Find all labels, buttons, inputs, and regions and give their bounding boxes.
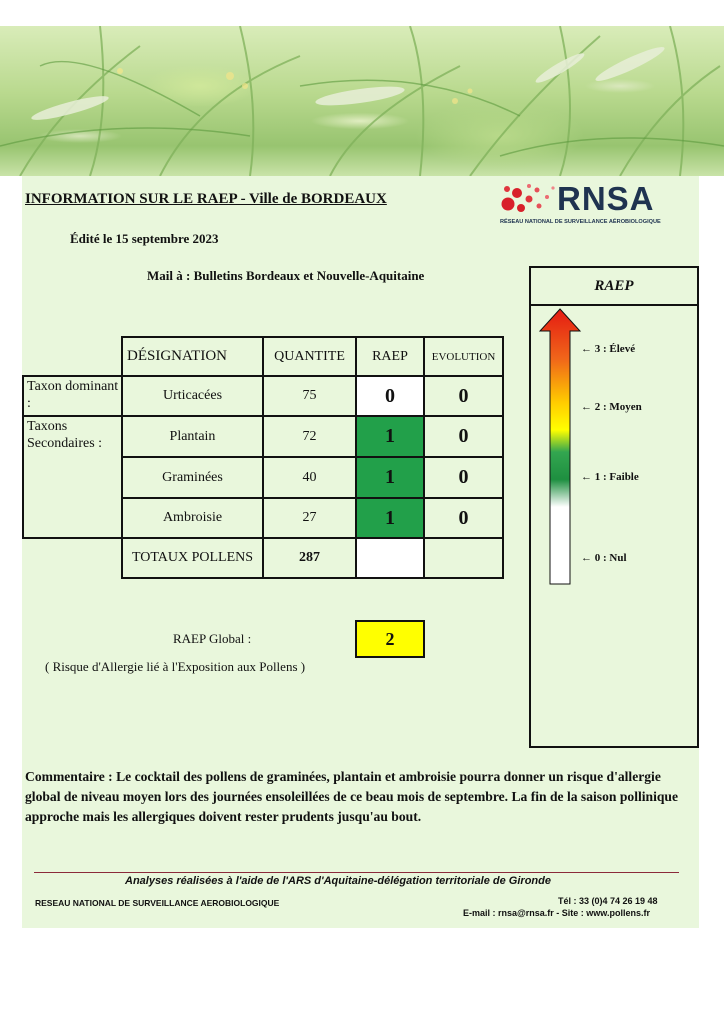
totals-value: 287 [262, 537, 357, 579]
table-row-designation: Graminées [121, 456, 264, 499]
table-row-quantite: 27 [262, 497, 357, 539]
table-row-quantite: 72 [262, 415, 357, 458]
page-title: INFORMATION SUR LE RAEP - Ville de BORDEAUX [25, 191, 387, 207]
header-raep: RAEP [355, 336, 425, 377]
pollen-dots-icon [499, 182, 559, 216]
logo-subtitle: RÉSEAU NATIONAL DE SURVEILLANCE AÉROBIOLOGIQUE [500, 219, 661, 225]
legend-level-3: ← 3 : Élevé [581, 343, 636, 355]
raep-global-note: ( Risque d'Allergie lié à l'Exposition aux Pollens ) [45, 659, 306, 674]
mail-line: Mail à : Bulletins Bordeaux et Nouvelle-Aquitaine [147, 268, 425, 283]
header-designation: DÉSIGNATION [121, 336, 264, 377]
table-row-evolution: 0 [423, 456, 504, 499]
group-label-secondary: Taxons Secondaires : [22, 415, 123, 539]
edition-date: Édité le 15 septembre 2023 [70, 231, 219, 246]
group-label-dominant: Taxon dominant : [22, 375, 123, 417]
logo-wordmark: RNSA [557, 180, 655, 217]
raep-legend [529, 266, 699, 748]
totals-label: TOTAUX POLLENS [121, 537, 264, 579]
legend-level-1: ← 1 : Faible [581, 471, 639, 483]
footer-divider [34, 872, 679, 873]
comment-text: Commentaire : Le cocktail des pollens de graminées, plantain et ambroisie pourra donner un risque d'allergie global de niveau moyen lors des journées ensoleillées de ce beau mois de septembre. La fin de la saison pollinique approche mais les allergiques doivent rester prudents jusqu'au bout. [25, 769, 679, 824]
header-evolution: EVOLUTION [423, 336, 504, 377]
table-row-evolution: 0 [423, 415, 504, 458]
grass-banner-image [0, 26, 724, 176]
table-row-designation: Plantain [121, 415, 264, 458]
table-row-designation: Urticacées [121, 375, 264, 417]
legend-level-2: ← 2 : Moyen [581, 401, 642, 413]
table-row-raep: 1 [355, 415, 425, 458]
footer-tel: Tél : 33 (0)4 74 26 19 48 [558, 896, 658, 906]
table-row-raep: 1 [355, 456, 425, 499]
table-row-raep: 0 [355, 375, 425, 417]
header-quantite: QUANTITE [262, 336, 357, 377]
table-row-designation: Ambroisie [121, 497, 264, 539]
legend-level-0: ← 0 : Nul [581, 552, 627, 564]
risk-scale-arrow-icon [535, 306, 585, 586]
totals-raep-empty [355, 537, 425, 579]
footer-analyses: Analyses réalisées à l'aide de l'ARS d'Aquitaine-délégation territoriale de Gironde [125, 875, 551, 887]
raep-global-label: RAEP Global : [173, 631, 252, 646]
table-row-quantite: 40 [262, 456, 357, 499]
table-row-evolution: 0 [423, 497, 504, 539]
totals-evolution-empty [423, 537, 504, 579]
table-row-evolution: 0 [423, 375, 504, 417]
footer-network: RESEAU NATIONAL DE SURVEILLANCE AEROBIOLOGIQUE [35, 898, 280, 908]
raep-global-value: 2 [355, 620, 425, 658]
footer-contact: E-mail : rnsa@rnsa.fr - Site : www.pollens.fr [463, 908, 650, 918]
table-row-quantite: 75 [262, 375, 357, 417]
legend-title: RAEP [531, 268, 697, 306]
rnsa-logo [499, 182, 691, 228]
table-row-raep: 1 [355, 497, 425, 539]
